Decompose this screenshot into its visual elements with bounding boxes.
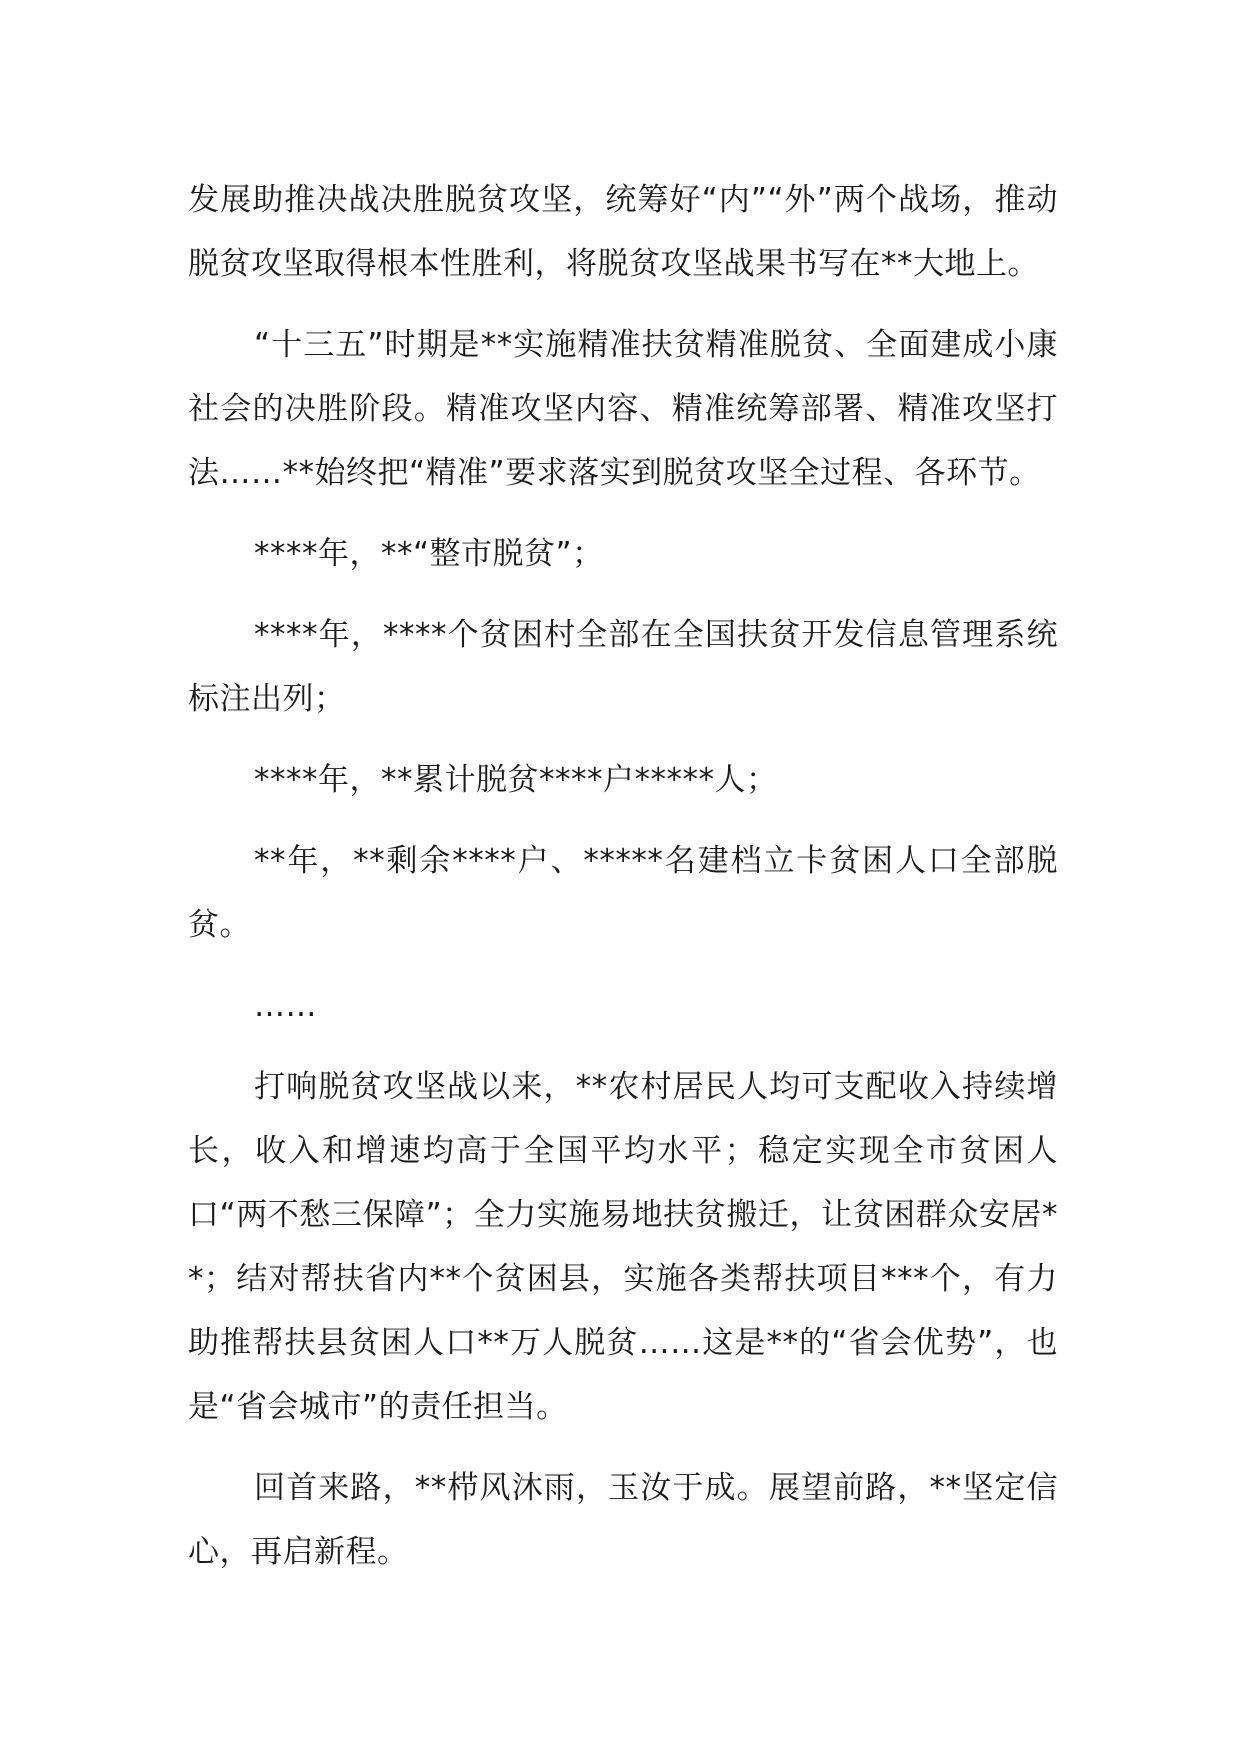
paragraph-9: 回首来路，**栉风沐雨，玉汝于成。展望前路，**坚定信心，再启新程。 [188,1470,1058,1570]
paragraph-1: 发展助推决战决胜脱贫攻坚，统筹好“内”“外”两个战场，推动脱贫攻坚取得根本性胜利，将脱贫攻坚战果书写在**大地上。 [188,182,1058,282]
paragraph-5: ****年，**累计脱贫****户*****人； [254,762,778,798]
document-body [188,168,1058,1601]
paragraph-7: …… [254,988,317,1024]
paragraph-8: 打响脱贫攻坚战以来，**农村居民人均可支配收入持续增长，收入和增速均高于全国平均水平；稳定实现全市贫困人口“两不愁三保障”；全力实施易地扶贫搬迁，让贫困群众安居**；结对帮扶省内**个贫困县，实施各类帮扶项目***个，有力助推帮扶县贫困人口**万人脱贫……这是**的“省会优势”，也是“省会城市”的责任担当。 [188,1069,1058,1425]
paragraph-4: ****年，****个贫困村全部在全国扶贫开发信息管理系统标注出列； [188,617,1058,717]
paragraph-3: ****年，**“整市脱贫”； [254,536,604,572]
paragraph-6: **年，**剩余****户、*****名建档立卡贫困人口全部脱贫。 [188,843,1058,943]
paragraph-2: “十三五”时期是**实施精准扶贫精准脱贫、全面建成小康社会的决胜阶段。精准攻坚内容、精准统筹部署、精准攻坚打法……**始终把“精准”要求落实到脱贫攻坚全过程、各环节。 [188,327,1058,491]
